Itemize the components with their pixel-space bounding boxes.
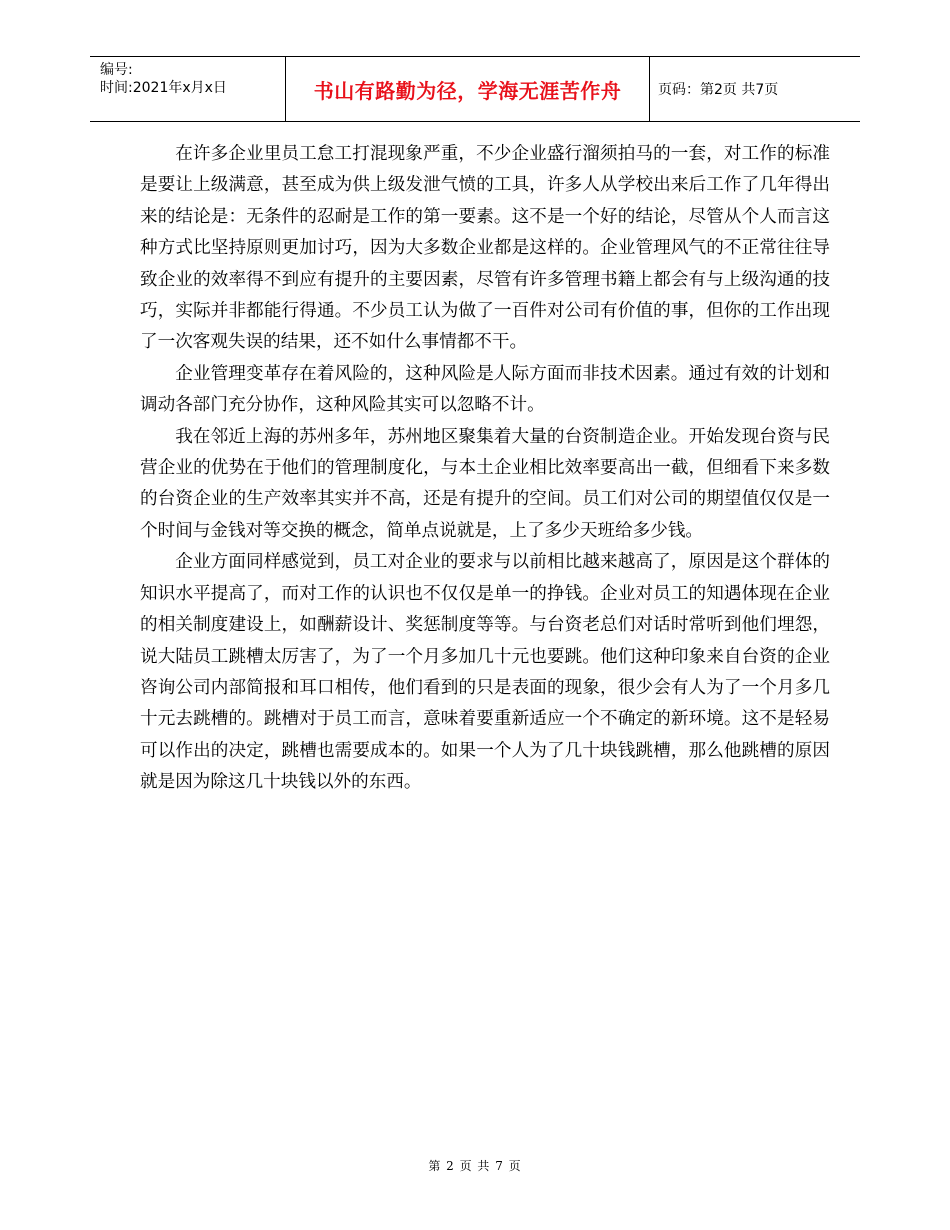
header-page-info: 页码：第2页 共7页 (658, 82, 779, 98)
body-paragraph: 企业管理变革存在着风险的，这种风险是人际方面而非技术因素。通过有效的计划和调动各部门充分协作，这种风险其实可以忽略不计。 (140, 363, 830, 416)
header-meta (90, 57, 286, 121)
document-body (140, 139, 830, 799)
header-motto: 书山有路勤为径，学海无涯苦作舟 (313, 78, 622, 103)
body-paragraph: 在许多企业里员工怠工打混现象严重，不少企业盛行溜须拍马的一套，对工作的标准是要让上级满意，甚至成为供上级发泄气愤的工具，许多人从学校出来后工作了几年得出来的结论是：无条件的忍耐是工作的第一要素。这不是一个好的结论，尽管从个人而言这种方式比坚持原则更加讨巧，因为大多数企业都是这样的。企业管理风气的不正常往往导致企业的效率得不到应有提升的主要因素，尽管有许多管理书籍上都会有与上级沟通的技巧，实际并非都能行得通。不少员工认为做了一百件对公司有价值的事，但你的工作出现了一次客观失误的结果，还不如什么事情都不干。 (140, 144, 830, 353)
header-motto-cell (286, 57, 650, 121)
page-footer: 第 2 页 共 7 页 (428, 1159, 522, 1173)
body-paragraph: 企业方面同样感觉到，员工对企业的要求与以前相比越来越高了，原因是这个群体的知识水平提高了，而对工作的认识也不仅仅是单一的挣钱。企业对员工的知遇体现在企业的相关制度建设上，如酬薪设计、奖惩制度等等。与台资老总们对话时常听到他们埋怨，说大陆员工跳槽太厉害了，为了一个月多加几十元也要跳。他们这种印象来自台资的企业咨询公司内部简报和耳口相传，他们看到的只是表面的现象，很少会有人为了一个月多几十元去跳槽的。跳槽对于员工而言，意味着要重新适应一个不确定的新环境。这不是轻易可以作出的决定，跳槽也需要成本的。如果一个人为了几十块钱跳槽，那么他跳槽的原因就是因为除这几十块钱以外的东西。 (140, 552, 830, 793)
document-number-label: 编号: (100, 62, 133, 78)
page-header (90, 56, 860, 122)
document-date: 时间:2021年x月x日 (100, 80, 227, 96)
body-paragraph: 我在邻近上海的苏州多年，苏州地区聚集着大量的台资制造企业。开始发现台资与民营企业的优势在于他们的管理制度化，与本土企业相比效率要高出一截，但细看下来多数的台资企业的生产效率其实并不高，还是有提升的空间。员工们对公司的期望值仅仅是一个时间与金钱对等交换的概念，简单点说就是，上了多少天班给多少钱。 (140, 426, 830, 541)
